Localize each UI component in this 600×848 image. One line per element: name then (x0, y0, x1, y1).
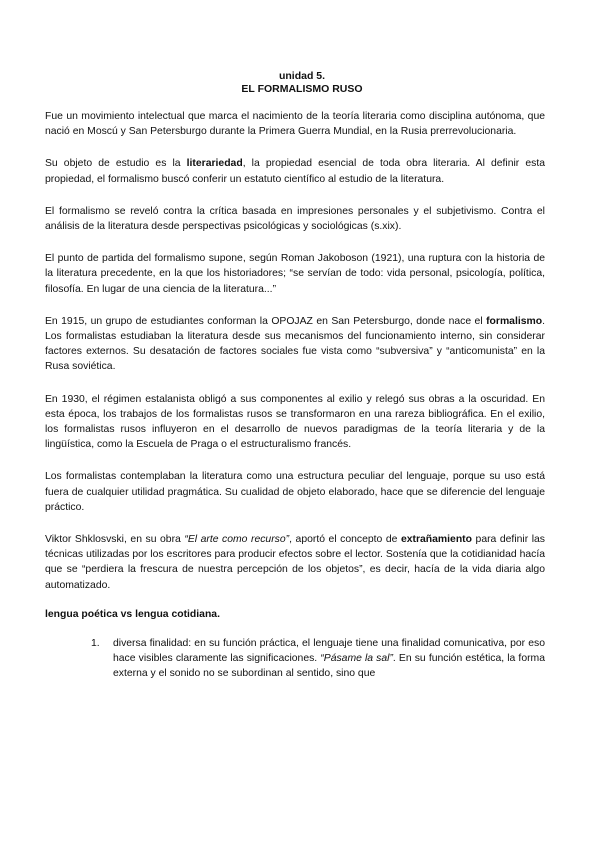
term-formalismo: formalismo (486, 315, 543, 327)
paragraph-shklovski-text-a: Viktor Shklosvski, en su obra (45, 534, 185, 546)
list-item-example: “Pásame la sal” (320, 653, 393, 665)
term-literariedad: literariedad (186, 158, 243, 170)
numbered-list (45, 636, 545, 682)
list-item-number: 1. (91, 637, 100, 649)
paragraph-intro: Fue un movimiento intelectual que marca el nacimiento de la teoría literaria como disciplina autónoma, que nació en Moscú y San Petersburgo durante la Primera Guerra Mundial, en la Rusia prerrevolucionaria. (45, 111, 545, 138)
work-title: “El arte como recurso” (184, 534, 290, 546)
section-subheading: lengua poética vs lengua cotidiana. (45, 608, 220, 620)
unit-label: unidad 5. (278, 70, 326, 82)
list-item (91, 636, 545, 682)
list-item-text-a: diversa finalidad: en su función práctica, el lenguaje tiene una finalidad comunicativa, por eso hace visibles claramente las significaciones. (113, 637, 545, 665)
paragraph-object-text-a: Su objeto de estudio es la (45, 158, 187, 170)
paragraph-opojaz (45, 314, 545, 375)
paragraph-structure: Los formalistas contemplaban la literatura como una estructura peculiar del lenguaje, porque su uso está fuera de cualquier utilidad pragmática. Su cualidad de objeto elaborado, hace que se diferencie del lenguaje práctico. (45, 471, 545, 513)
paragraph-starting-point: El punto de partida del formalismo supone, según Roman Jakoboson (1921), una ruptura con la historia de la literatura precedente, en la que los historiadores; “se servían de todo: vida personal, psicología, política, filosofía. En lugar de una ciencia de la literatura...” (45, 253, 545, 295)
paragraph-object (45, 156, 545, 186)
paragraph-exile: En 1930, el régimen estalanista obligó a sus componentes al exilio y relegó sus obras a la oscuridad. En esta época, los trabajos de los formalistas rusos se transformaron en una rareza bibliográfica. En el exilio, los formalistas rusos influyeron en el desarrollo de nuevos paradigmas de la teoría literaria y de la lingüística, como la Escuela de Praga o el estructuralismo francés. (45, 393, 545, 451)
paragraph-shklovski (45, 532, 545, 593)
paragraph-opojaz-text-c: . Los formalistas estudiaban la literatura desde sus mecanismos del funcionamiento interno, sin considerar factores externos. Su desatación de factores sociales fue vista como “subversiva” y “anticomunista” en la Rusa soviética. (45, 315, 545, 373)
list-item-text-c: . En su función estética, la forma externa y el sonido no se subordinan al sentido, sino que (113, 653, 545, 680)
paragraph-shklovski-text-c: , aportó el concepto de (289, 534, 401, 546)
paragraph-reaction: El formalismo se reveló contra la crítica basada en impresiones personales y el subjetivismo. Contra el análisis de la literatura desde perspectivas psicológicas y sociológicas (s.xix). (45, 205, 545, 233)
page-title: EL FORMALISMO RUSO (241, 83, 363, 95)
paragraph-opojaz-text-a: En 1915, un grupo de estudiantes conforman la OPOJAZ en San Petersburgo, donde nace el (45, 315, 487, 327)
paragraph-object-text-c: , la propiedad esencial de toda obra literaria. Al definir esta propiedad, el formalismo buscó conferir un estatuto científico al estudio de la literatura. (45, 158, 545, 185)
paragraph-shklovski-text-e: para definir las técnicas utilizadas por los escritores para producir efectos sobre el lector. Sostenía que la cotidianidad hacía que se “perdiera la frescura de nuestra percepción de los objetos”, es decir, hacía de la vida diaria algo automatizado. (45, 534, 545, 591)
term-extranamiento: extrañamiento (400, 534, 472, 546)
